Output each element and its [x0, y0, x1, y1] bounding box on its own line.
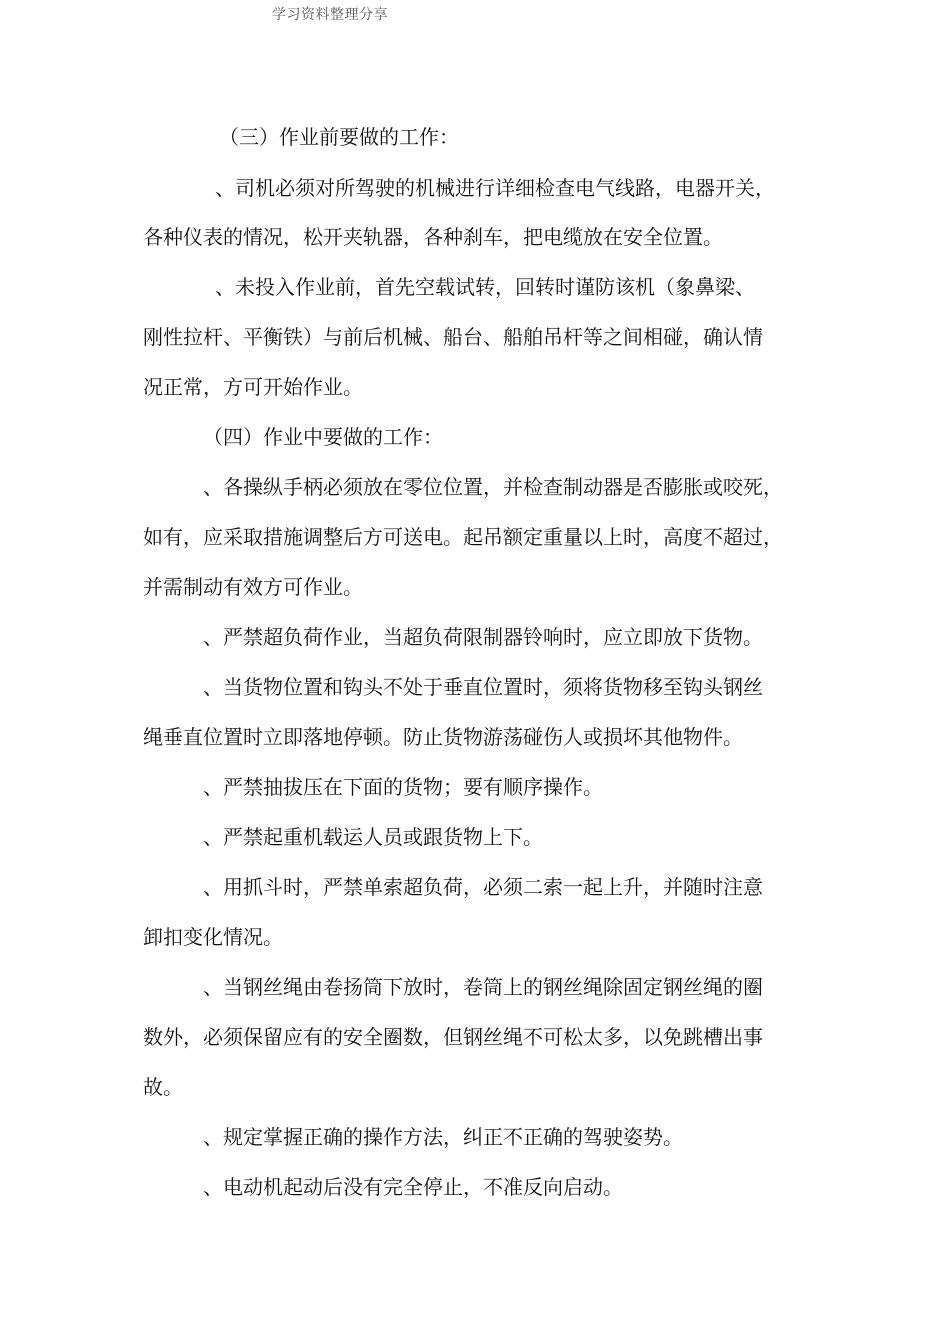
paragraph-line: 、用抓斗时，严禁单索超负荷，必须二索一起上升，并随时注意 — [203, 875, 763, 899]
paragraph-line: 、规定掌握正确的操作方法，纠正不正确的驾驶姿势。 — [203, 1125, 683, 1149]
paragraph-line: 并需制动有效方可作业。 — [143, 575, 363, 599]
paragraph-line: 数外，必须保留应有的安全圈数，但钢丝绳不可松太多，以免跳槽出事 — [143, 1025, 763, 1049]
paragraph-line: 、各操纵手柄必须放在零位位置，并检查制动器是否膨胀或咬死， — [203, 475, 783, 499]
paragraph-line: 、未投入作业前，首先空载试转，回转时谨防该机（象鼻梁、 — [215, 275, 755, 299]
section-heading-4: （四）作业中要做的工作： — [203, 425, 443, 449]
paragraph-line: 如有，应采取措施调整后方可送电。起吊额定重量以上时，高度不超过， — [143, 525, 783, 549]
paragraph-line: 、当钢丝绳由卷扬筒下放时，卷筒上的钢丝绳除固定钢丝绳的圈 — [203, 975, 763, 999]
paragraph-line: 各种仪表的情况，松开夹轨器，各种刹车，把电缆放在安全位置。 — [143, 225, 723, 249]
section-heading-3: （三）作业前要做的工作： — [219, 125, 459, 149]
paragraph-line: 卸扣变化情况。 — [143, 925, 283, 949]
paragraph-line: 、当货物位置和钩头不处于垂直位置时，须将货物移至钩头钢丝 — [203, 675, 763, 699]
paragraph-line: 况正常，方可开始作业。 — [143, 375, 363, 399]
paragraph-line: 、严禁抽拔压在下面的货物；要有顺序操作。 — [203, 775, 603, 799]
paragraph-line: 刚性拉杆、平衡铁）与前后机械、船台、船舶吊杆等之间相碰，确认情 — [143, 325, 763, 349]
paragraph-line: 、司机必须对所驾驶的机械进行详细检查电气线路，电器开关， — [215, 176, 775, 200]
paragraph-line: 绳垂直位置时立即落地停顿。防止货物游荡碰伤人或损坏其他物件。 — [143, 725, 743, 749]
paragraph-line: 、电动机起动后没有完全停止，不准反向启动。 — [203, 1175, 623, 1199]
paragraph-line: 、严禁起重机载运人员或跟货物上下。 — [203, 825, 543, 849]
page-header: 学习资料整理分享 — [272, 7, 388, 23]
paragraph-line: 、严禁超负荷作业，当超负荷限制器铃响时，应立即放下货物。 — [203, 625, 763, 649]
paragraph-line: 故。 — [143, 1075, 183, 1099]
